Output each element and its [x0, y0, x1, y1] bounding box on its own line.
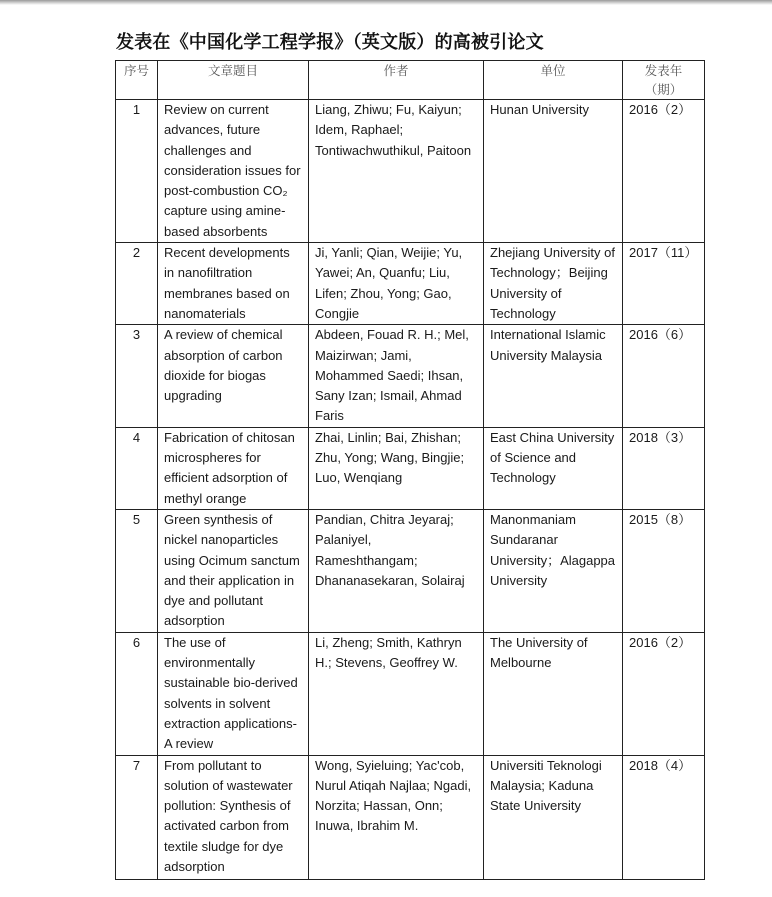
table-row [116, 509, 705, 632]
row-number: 6 [116, 632, 158, 755]
paper-title: Review on current advances, future challenges and consideration issues for post-combustion CO₂ capture using amine-based absorbents [158, 100, 309, 243]
row-number: 1 [116, 100, 158, 243]
paper-year-issue: 2016（6） [623, 325, 705, 427]
paper-year-issue: 2018（4） [623, 755, 705, 879]
paper-authors: Li, Zheng; Smith, Kathryn H.; Stevens, Geoffrey W. [309, 632, 484, 755]
paper-title: Recent developments in nanofiltration membranes based on nanomaterials [158, 243, 309, 325]
table-row [116, 325, 705, 427]
paper-year-issue: 2017（11） [623, 243, 705, 325]
table-row [116, 755, 705, 879]
paper-title: From pollutant to solution of wastewater pollution: Synthesis of activated carbon from textile sludge for dye adsorption [158, 755, 309, 879]
row-number: 2 [116, 243, 158, 325]
header-year: 发表年（期） [623, 61, 705, 100]
table-row [116, 427, 705, 509]
paper-institution: Manonmaniam Sundaranar University；Alagappa University [484, 509, 623, 632]
paper-institution: Hunan University [484, 100, 623, 243]
paper-authors: Liang, Zhiwu; Fu, Kaiyun; Idem, Raphael; Tontiwachwuthikul, Paitoon [309, 100, 484, 243]
row-number: 4 [116, 427, 158, 509]
paper-year-issue: 2015（8） [623, 509, 705, 632]
paper-institution: East China University of Science and Technology [484, 427, 623, 509]
header-number: 序号 [116, 61, 158, 100]
paper-institution: Universiti Teknologi Malaysia; Kaduna State University [484, 755, 623, 879]
row-number: 7 [116, 755, 158, 879]
highly-cited-papers-table [115, 60, 705, 880]
header-institution: 单位 [484, 61, 623, 100]
table-row [116, 243, 705, 325]
paper-authors: Pandian, Chitra Jeyaraj; Palaniyel, Rameshthangam; Dhananasekaran, Solairaj [309, 509, 484, 632]
window-top-edge [0, 0, 772, 5]
paper-title: Green synthesis of nickel nanoparticles using Ocimum sanctum and their application in dye and pollutant adsorption [158, 509, 309, 632]
paper-institution: The University of Melbourne [484, 632, 623, 755]
header-title: 文章题目 [158, 61, 309, 100]
row-number: 3 [116, 325, 158, 427]
paper-title: A review of chemical absorption of carbon dioxide for biogas upgrading [158, 325, 309, 427]
paper-authors: Abdeen, Fouad R. H.; Mel, Maizirwan; Jami, Mohammed Saedi; Ihsan, Sany Izan; Ismail, Ahmad Faris [309, 325, 484, 427]
table-header-row [116, 61, 705, 100]
paper-institution: Zhejiang University of Technology；Beijing University of Technology [484, 243, 623, 325]
document-title: 发表在《中国化学工程学报》（英文版）的高被引论文 [116, 32, 544, 53]
paper-authors: Wong, Syieluing; Yac'cob, Nurul Atiqah Najlaa; Ngadi, Norzita; Hassan, Onn; Inuwa, Ibrahim M. [309, 755, 484, 879]
table-row [116, 100, 705, 243]
paper-institution: International Islamic University Malaysia [484, 325, 623, 427]
table-row [116, 632, 705, 755]
paper-title: The use of environmentally sustainable bio-derived solvents in solvent extraction applications-A review [158, 632, 309, 755]
paper-year-issue: 2016（2） [623, 100, 705, 243]
header-authors: 作者 [309, 61, 484, 100]
paper-year-issue: 2018（3） [623, 427, 705, 509]
paper-title: Fabrication of chitosan microspheres for efficient adsorption of methyl orange [158, 427, 309, 509]
paper-authors: Ji, Yanli; Qian, Weijie; Yu, Yawei; An, Quanfu; Liu, Lifen; Zhou, Yong; Gao, Congjie [309, 243, 484, 325]
paper-authors: Zhai, Linlin; Bai, Zhishan; Zhu, Yong; Wang, Bingjie; Luo, Wenqiang [309, 427, 484, 509]
paper-year-issue: 2016（2） [623, 632, 705, 755]
row-number: 5 [116, 509, 158, 632]
